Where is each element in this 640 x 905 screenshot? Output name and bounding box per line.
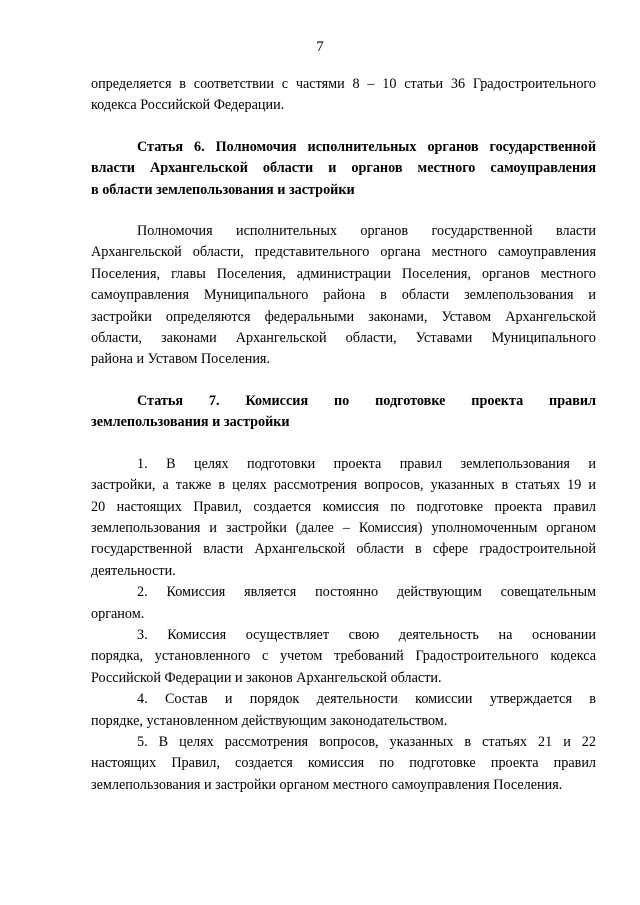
text-line: 3. Комиссия осуществляет свою деятельность на основании: [137, 626, 596, 643]
text-line: Поселения, главы Поселения, администрации Поселения, органов местного: [91, 265, 596, 282]
page-number: 7: [316, 39, 324, 55]
document-body: [91, 74, 596, 796]
article-7-item-5: [91, 732, 596, 796]
article-7-item-2: [91, 582, 596, 625]
text-line: 5. В целях рассмотрения вопросов, указанных в статьях 21 и 22: [137, 733, 596, 750]
text-line: 4. Состав и порядок деятельности комиссии утверждается в: [137, 691, 596, 708]
heading-line: Статья 6. Полномочия исполнительных органов государственной: [137, 138, 596, 155]
heading-line: Статья 7. Комиссия по подготовке проекта правил: [137, 392, 596, 409]
text-line: застройки определяются федеральными законами, Уставом Архангельской: [91, 308, 596, 325]
text-line: Архангельской области, представительного органа местного самоуправления: [91, 244, 596, 261]
text-line: землепользования и застройки (далее – Комиссия) уполномоченным органом: [91, 519, 596, 536]
text-line: настоящих Правил, создается комиссия по подготовке проекта правил: [91, 755, 596, 772]
text-line: застройки, а также в целях рассмотрения вопросов, указанных в статьях 19 и: [91, 477, 596, 494]
article-7-item-4: [91, 689, 596, 732]
article-6-heading: [91, 137, 596, 201]
text-line: области, законами Архангельской области, Уставами Муниципального: [91, 330, 596, 347]
heading-line: власти Архангельской области и органов местного самоуправления: [91, 160, 596, 177]
article-7-item-1: [91, 454, 596, 582]
heading-line: землепользования и застройки: [91, 414, 290, 431]
heading-line: в области землепользования и застройки: [91, 181, 355, 198]
text-line: 20 настоящих Правил, создается комиссия по подготовке проекта правил: [91, 498, 596, 515]
text-line: органом.: [91, 605, 145, 622]
article-7-item-3: [91, 625, 596, 689]
article-7-heading: [91, 391, 596, 434]
text-line: государственной власти Архангельской области в сфере градостроительной: [91, 541, 596, 558]
text-line: 1. В целях подготовки проекта правил землепользования и: [137, 455, 596, 472]
text-line: землепользования и застройки органом местного самоуправления Поселения.: [91, 776, 563, 793]
text-line: района и Уставом Поселения.: [91, 351, 271, 368]
intro-paragraph: [91, 74, 596, 117]
text-line: определяется в соответствии с частями 8 – 10 статьи 36 Градостроительного: [91, 76, 596, 92]
text-line: самоуправления Муниципального района в области землепользования и: [91, 287, 596, 304]
text-line: Российской Федерации и законов Архангельской области.: [91, 669, 442, 686]
article-6-body: [91, 221, 596, 371]
text-line: порядке, установленном действующим законодательством.: [91, 712, 448, 729]
text-line: 2. Комиссия является постоянно действующим совещательным: [137, 584, 596, 601]
text-line: кодекса Российской Федерации.: [91, 97, 285, 114]
text-line: Полномочия исполнительных органов государственной власти: [137, 223, 596, 240]
text-line: деятельности.: [91, 562, 176, 579]
text-line: порядка, установленного с учетом требований Градостроительного кодекса: [91, 648, 596, 665]
